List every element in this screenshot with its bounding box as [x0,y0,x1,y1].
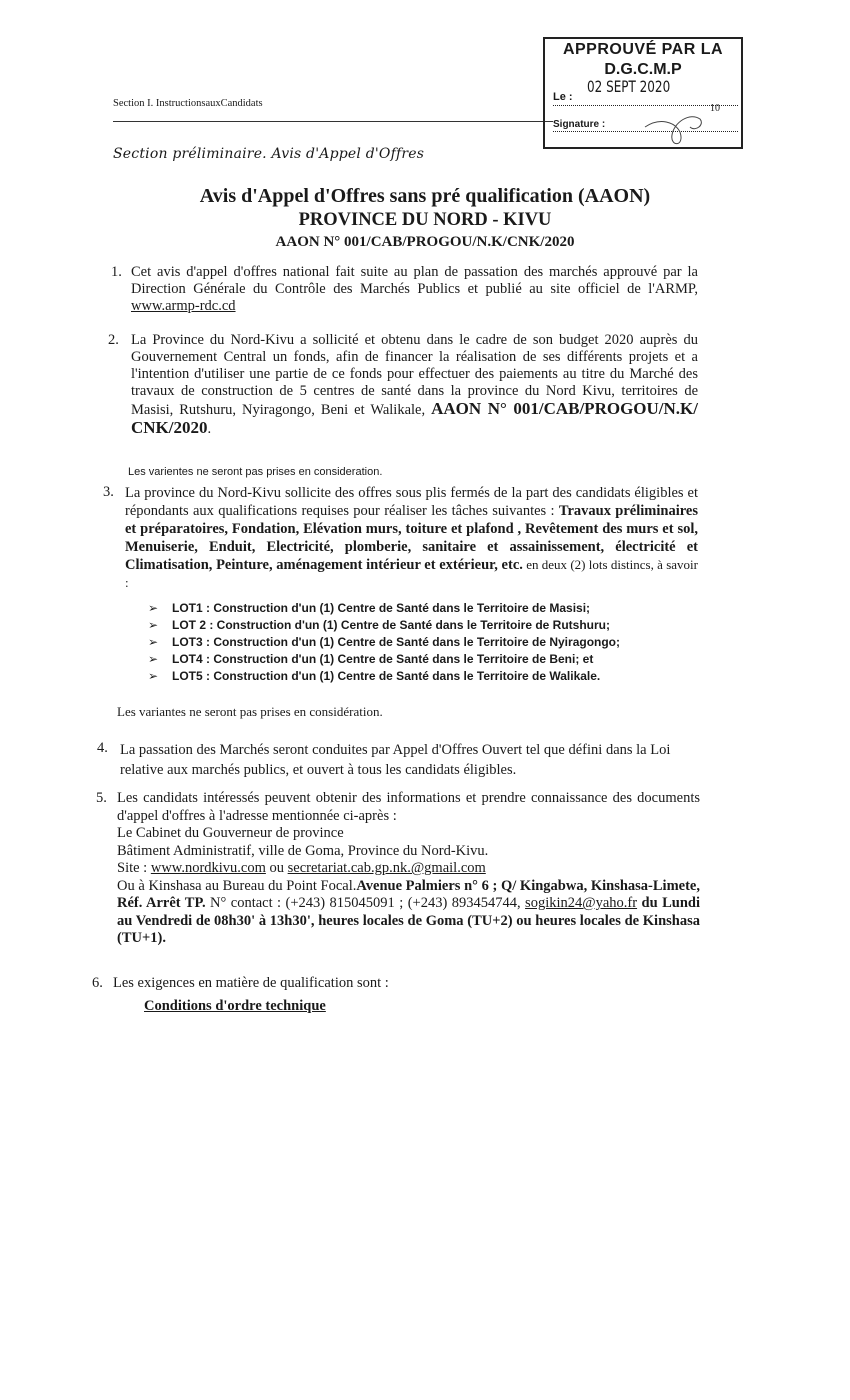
lot-text: LOT5 : Construction d'un (1) Centre de Santé dans le Territoire de Walikale. [172,669,601,683]
arrow-bullet-icon: ➢ [148,652,159,666]
stamp-date: 02 SEPT 2020 [587,77,671,96]
header-divider [113,121,553,122]
lot-item [148,634,620,651]
stamp-date-label: Le : [553,91,738,106]
stamp-line2: D.G.C.M.P [604,61,682,78]
kinshasa-address: Avenue Palmiers n° 6 ; Q/ Kingabwa, Kinshasa-Limete, Réf. Arrêt TP. [117,877,700,911]
lot-text: LOT3 : Construction d'un (1) Centre de Santé dans le Territoire de Nyiragongo; [172,635,621,649]
page-title: Avis d'Appel d'Offres sans pré qualification (AAON) [199,185,651,207]
or-text: ou [265,860,288,876]
kinshasa-block [117,878,700,948]
p1-text: Cet avis d'appel d'offres national fait suite au plan de passation des marchés approuvé par la Direction Générale du Contrôle des Marchés Publics et publié au site officiel de l'ARMP, [131,264,698,297]
lot-item [148,668,620,685]
arrow-bullet-icon: ➢ [148,618,159,632]
site-line [117,860,700,878]
office-hours: du Lundi au Vendredi de 08h30' à 13h30', heures locales de Goma (TU+2) ou heures locales de Kinshasa (TU+1). [117,895,700,946]
lot-item [148,600,620,617]
arrow-bullet-icon: ➢ [148,669,159,683]
p2-number: 2. [108,332,119,348]
province-title: PROVINCE DU NORD - KIVU [298,210,552,230]
armp-link[interactable]: www.armp-rdc.cd [131,298,236,314]
technical-conditions-heading: Conditions d'ordre technique [144,998,326,1014]
contact-numbers: N° contact : (+243) 815045091 ; (+243) 893454744, [205,895,526,911]
p2-reference: AAON N° 001/CAB/PROGOU/N.K/ CNK/2020 [131,399,698,437]
p3-tasks: Travaux préliminaires et préparatoires, Fondation, Elévation murs, toiture et plafond , Revêtement des murs et sol, Menuiserie, Enduit, Electricité, plomberie, sanitaire et assainissement, électricité et Climatisation, Peinture, aménagement intérieur et extérieur, etc. [125,503,698,573]
p3-text: La province du Nord-Kivu sollicite des offres sous plis fermés de la part des candidats éligibles et répondants aux qualifications requises pour réaliser les tâches suivantes : [125,485,698,519]
p2-end: . [207,421,212,437]
email-link-1[interactable]: secretariat.cab.gp.nk.@gmail.com [287,860,486,876]
p5-text: Les candidats intéressés peuvent obtenir des informations et prendre connaissance des documents d'appel d'offres à l'adresse mentionnée ci-après : [117,790,700,824]
p2-text: La Province du Nord-Kivu a sollicité et obtenu dans le cadre de son budget 2020 auprès du Gouvernement Central un fonds, afin de financer la réalisation de ses différents projets et a l'intention d'utiliser une partie de ce fonds pour effectuer des paiements au titre du Marché des travaux de construction de 5 centres de santé dans la province du Nord Kivu, territoires de Masisi, Rutshuru, Nyiragongo, Beni et Walikale, [131,332,698,418]
site-link[interactable]: www.nordkivu.com [150,860,266,876]
section-title: Section préliminaire. Avis d'Appel d'Offres [113,146,425,162]
address-line-1: Le Cabinet du Gouverneur de province [117,825,344,841]
lot-text: LOT 2 : Construction d'un (1) Centre de Santé dans le Territoire de Rutshuru; [172,618,610,632]
address-line-2: Bâtiment Administratif, ville de Goma, Province du Nord-Kivu. [117,842,489,859]
p3-number: 3. [103,484,114,500]
section-header: Section I. InstructionsauxCandidats [113,98,263,109]
stamp-line1: APPROUVÉ PAR LA [562,41,724,58]
kinshasa-text: Ou à Kinshasa au Bureau du Point Focal. [117,877,357,894]
lot-item [148,651,620,668]
lot-text: LOT1 : Construction d'un (1) Centre de Santé dans le Territoire de Masisi; [172,601,591,615]
note-variants-1: Les varientes ne seront pas prises en consideration. [128,466,383,478]
paragraph-2 [131,332,698,438]
paragraph-5 [117,790,700,948]
signature-mark: 10 [710,103,720,114]
paragraph-4: La passation des Marchés seront conduites par Appel d'Offres Ouvert tel que défini dans la Loi relative aux marchés publics, et ouvert à tous les candidats éligibles. [120,742,671,778]
arrow-bullet-icon: ➢ [148,601,159,615]
signature-icon [640,97,710,152]
site-label: Site : [117,860,151,876]
paragraph-1 [131,264,698,315]
p5-number: 5. [96,790,107,806]
note-variants-2: Les variantes ne seront pas prises en considération. [117,704,383,719]
arrow-bullet-icon: ➢ [148,635,159,649]
lot-text: LOT4 : Construction d'un (1) Centre de Santé dans le Territoire de Beni; et [172,652,594,666]
paragraph-6: Les exigences en matière de qualification sont : [113,975,389,991]
lot-item [148,617,620,634]
reference-title: AAON N° 001/CAB/PROGOU/N.K/CNK/2020 [275,234,575,250]
p4-number: 4. [97,740,108,756]
p1-number: 1. [111,264,122,280]
p3-tail: en deux (2) lots distincs, à savoir : [125,557,698,590]
lots-list [148,600,620,685]
stamp-signature-label: Signature : [553,119,738,132]
paragraph-3 [125,484,698,592]
p6-number: 6. [92,975,103,991]
approval-stamp [543,37,743,149]
email-link-2[interactable]: sogikin24@yaho.fr [525,895,638,911]
